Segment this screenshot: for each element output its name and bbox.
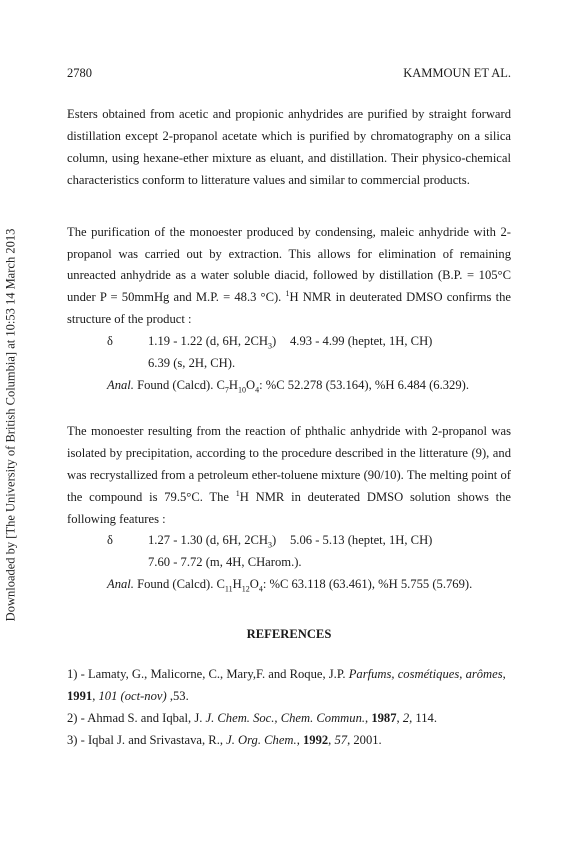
- nmr-data-phthalic: [67, 530, 511, 552]
- references-heading: REFERENCES: [246, 627, 332, 642]
- reference-2: 2) - Ahmad S. and Iqbal, J. J. Chem. Soc., Chem. Commun., 1987, 2, 114.: [67, 710, 437, 725]
- paragraph-text: The purification of the monoester produced by condensing, maleic anhydride with 2-propanol was carried out by extraction. This allows for elimination of remaining unreacted anhydride as a water soluble diacid, followed by distillation (B.P. = 105°C under P = 50mmHg and M.P. = 48.3 °C).: [67, 224, 511, 305]
- paragraph-maleic-monoester: [67, 222, 511, 332]
- download-watermark: [4, 215, 18, 635]
- running-authors: KAMMOUN ET AL.: [403, 66, 511, 80]
- download-watermark-text: Downloaded by [The University of British Columbia] at 10:53 14 March 2013: [3, 228, 18, 622]
- paragraph-phthalic-monoester: [67, 421, 511, 531]
- elemental-analysis-phthalic: Anal. Found (Calcd). $C_{11}H_{12}O_4$: %C 63.118 (63.461), %H 5.755 (5.769).: [107, 577, 473, 594]
- delta-symbol: δ: [107, 533, 113, 548]
- nmr-peak: 6.39 (s, 2H, CH).: [148, 356, 236, 371]
- nmr-peak: 4.93 - 4.99 (heptet, 1H, CH): [290, 334, 433, 349]
- nmr-peak: 5.06 - 5.13 (heptet, 1H, CH): [290, 533, 433, 548]
- nmr-peak: 7.60 - 7.72 (m, 4H, CHarom.).: [148, 555, 302, 570]
- reference-1: 1) - Lamaty, G., Malicorne, C., Mary,F. and Roque, J.P. Parfums, cosmétiques, arômes, 1991, 101 (oct-nov) ,53.: [67, 667, 506, 703]
- elemental-analysis-maleic: Anal. Found (Calcd). $C_7H_{10}O_4$: %C 52.278 (53.164), %H 6.484 (6.329).: [107, 377, 469, 395]
- paragraph-text: H NMR in deuterated DMSO confirms the structure of the product :: [67, 290, 511, 327]
- page-body: [67, 104, 511, 752]
- nmr-peak: 1.27 - 1.30 (d, 6H, $2CH_3$): [148, 533, 277, 550]
- nmr-data-maleic: [67, 331, 511, 353]
- nmr-peak: 1.19 - 1.22 (d, 6H, $2CH_3$): [148, 334, 277, 351]
- superscript: 1: [285, 289, 290, 299]
- paragraph-text: H NMR in deuterated DMSO solution shows the following features :: [67, 489, 512, 526]
- reference-3: 3) - Iqbal J. and Srivastava, R., J. Org. Chem., 1992, 57, 2001.: [67, 732, 382, 747]
- superscript: 1: [235, 488, 240, 498]
- delta-symbol: δ: [107, 334, 113, 349]
- paragraph-text: The monoester resulting from the reaction of phthalic anhydride with 2-propanol was isolated by precipitation, according to the procedure described in the litterature (9), and was recrystallized from a petroleum ether-toluene mixture (90/10). The melting point of the compound is 79.5°C. The: [67, 423, 511, 504]
- page-number: 2780: [67, 66, 92, 80]
- paragraph-esters: Esters obtained from acetic and propionic anhydrides are purified by straight forward distillation except 2-propanol acetate which is purified by chromatography on a silica column, using hexane-ether mixture as eluant, and distillation. Their physico-chemical characteristics conform to litterature values and similar to commercial products.: [67, 107, 511, 187]
- running-head: [67, 66, 511, 81]
